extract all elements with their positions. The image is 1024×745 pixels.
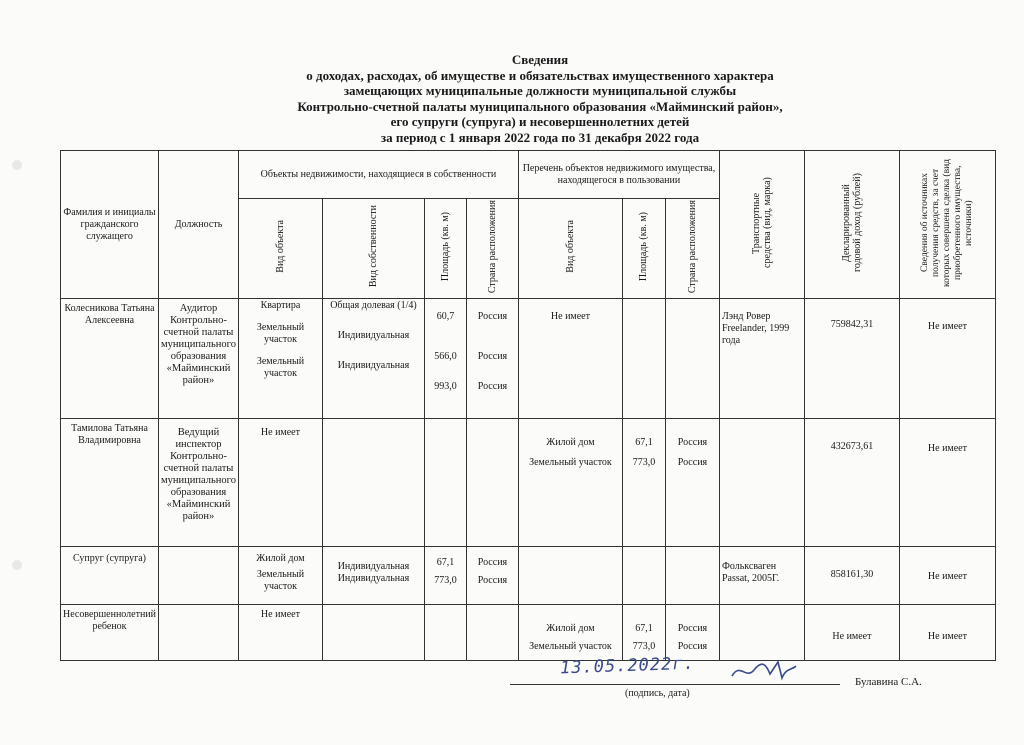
cell-used-country	[665, 419, 719, 547]
cell-vehicles: Лэнд Ровер Freelander, 1999 года	[719, 299, 804, 419]
cell-income: 858161,30	[804, 547, 899, 605]
table-row	[61, 419, 996, 547]
cell-name: Колесникова Татьяна Алексеевна	[61, 299, 159, 419]
used-type-item: Не имеет	[550, 311, 590, 323]
cell-sources: Не имеет	[899, 419, 995, 547]
owned-ownership-item: Индивидуальная	[337, 573, 410, 585]
title-line: о доходах, расходах, об имуществе и обязательствах имущественного характера	[306, 67, 774, 83]
cell-owned-type	[238, 605, 322, 661]
signatory-name: Булавина С.А.	[855, 676, 922, 688]
header-income	[804, 151, 899, 299]
cell-used-type	[518, 547, 622, 605]
signature-date: 13.05.2022г.	[559, 653, 696, 679]
declaration-table	[60, 150, 996, 661]
used-area-item: 773,0	[632, 641, 656, 653]
cell-name: Супруг (супруга)	[61, 547, 159, 605]
header-position: Должность	[159, 151, 239, 299]
cell-position: Аудитор Контрольно-счетной палаты муниципального образования «Майминский район»	[159, 299, 239, 419]
cell-used-area	[622, 547, 665, 605]
owned-type-item: Квартира	[260, 300, 301, 312]
document-title	[180, 52, 900, 145]
header-vehicles-text: Транспортные средства (вид, марка)	[750, 177, 773, 268]
used-country-item: Россия	[677, 623, 708, 635]
cell-position: Ведущий инспектор Контрольно-счетной палаты муниципального образования «Майминский район»	[159, 419, 239, 547]
used-area-item: 773,0	[632, 457, 656, 469]
cell-name: Тамилова Татьяна Владимировна	[61, 419, 159, 547]
header-row-group	[61, 151, 996, 199]
cell-position	[159, 605, 239, 661]
cell-owned-country	[466, 419, 518, 547]
cell-owned-country	[466, 605, 518, 661]
cell-vehicles: Фольксваген Passat, 2005Г.	[719, 547, 804, 605]
cell-used-type	[518, 605, 622, 661]
header-owned-type	[238, 199, 322, 299]
owned-ownership-item: Индивидуальная	[337, 330, 410, 342]
table-row	[61, 299, 996, 419]
header-owned-country-text: Страна расположения	[486, 200, 498, 294]
cell-owned-area	[424, 605, 466, 661]
cell-owned-type	[238, 547, 322, 605]
used-country-item: Россия	[677, 437, 708, 449]
handwritten-signature	[728, 658, 798, 684]
cell-owned-ownership	[322, 605, 424, 661]
owned-country-item: Россия	[477, 311, 508, 323]
owned-country-item: Россия	[477, 381, 508, 393]
owned-area-item: 60,7	[436, 311, 455, 323]
cell-owned-area	[424, 299, 466, 419]
owned-area-item: 67,1	[436, 557, 455, 569]
signature-caption: (подпись, дата)	[625, 688, 690, 699]
cell-owned-ownership	[322, 547, 424, 605]
table-row	[61, 547, 996, 605]
header-name: Фамилия и инициалы гражданского служащего	[61, 151, 159, 299]
cell-income: 432673,61	[804, 419, 899, 547]
cell-vehicles	[719, 419, 804, 547]
used-type-item: Земельный участок	[529, 641, 612, 653]
cell-used-country	[665, 605, 719, 661]
cell-used-type	[518, 299, 622, 419]
cell-sources: Не имеет	[899, 299, 995, 419]
cell-used-country	[665, 299, 719, 419]
used-area-item: 67,1	[635, 437, 653, 449]
header-owned-area-text: Площадь (кв. м)	[439, 212, 451, 282]
cell-income: 759842,31	[804, 299, 899, 419]
header-owned-ownership-text: Вид собственности	[367, 205, 379, 288]
owned-area-item: 566,0	[434, 351, 457, 363]
owned-type-item: Жилой дом	[256, 553, 305, 565]
owned-country-item: Россия	[477, 557, 508, 569]
cell-owned-country	[466, 299, 518, 419]
cell-used-area	[622, 605, 665, 661]
owned-type-item: Не имеет	[260, 427, 300, 439]
owned-area-item: 993,0	[434, 381, 457, 393]
cell-sources: Не имеет	[899, 605, 995, 661]
header-owned-country	[466, 199, 518, 299]
used-country-item: Россия	[677, 641, 708, 653]
owned-ownership-item: Общая долевая (1/4)	[330, 300, 417, 312]
owned-type-item: Не имеет	[260, 609, 300, 621]
cell-position	[159, 547, 239, 605]
signature-line	[510, 684, 840, 685]
header-sources-text: Сведения об источниках получения средств, за счет которых совершена сделка (вид приобретенного имущества, источники)	[919, 158, 974, 287]
header-owned-ownership	[322, 199, 424, 299]
owned-area-item: 773,0	[434, 575, 457, 587]
owned-type-item: Земельный участок	[256, 356, 305, 380]
header-owned-area	[424, 199, 466, 299]
header-owned-type-text: Вид объекта	[274, 220, 286, 273]
cell-income: Не имеет	[804, 605, 899, 661]
owned-ownership-item: Индивидуальная	[337, 360, 410, 372]
header-income-text: Декларированный годовой доход (рублей)	[840, 173, 863, 273]
owned-country-item: Россия	[477, 351, 508, 363]
title-line: Контрольно-счетной палаты муниципального образования «Майминский район»,	[297, 98, 783, 114]
cell-owned-area	[424, 419, 466, 547]
cell-owned-ownership	[322, 419, 424, 547]
table-row	[61, 605, 996, 661]
cell-owned-area	[424, 547, 466, 605]
header-used-area-text: Площадь (кв. м)	[638, 212, 650, 282]
cell-owned-type	[238, 419, 322, 547]
cell-owned-ownership	[322, 299, 424, 419]
used-type-item: Земельный участок	[529, 457, 612, 469]
owned-type-item: Земельный участок	[256, 322, 305, 346]
cell-used-country	[665, 547, 719, 605]
title-line: Сведения	[511, 52, 569, 67]
cell-owned-country	[466, 547, 518, 605]
cell-owned-type	[238, 299, 322, 419]
header-used-type	[518, 199, 622, 299]
used-area-item: 67,1	[635, 623, 653, 635]
cell-used-area	[622, 299, 665, 419]
header-owned-group: Объекты недвижимости, находящиеся в собственности	[238, 151, 518, 199]
cell-used-type	[518, 419, 622, 547]
title-line: замещающих муниципальные должности муниципальной службы	[343, 83, 737, 98]
cell-vehicles	[719, 605, 804, 661]
header-used-group: Перечень объектов недвижимого имущества, находящегося в пользовании	[518, 151, 719, 199]
owned-ownership-item: Индивидуальная	[337, 561, 410, 573]
header-vehicles	[719, 151, 804, 299]
header-used-type-text: Вид объекта	[564, 220, 576, 273]
used-type-item: Жилой дом	[546, 623, 595, 635]
title-line: за период с 1 января 2022 года по 31 декабря 2022 года	[380, 129, 700, 145]
used-type-item: Жилой дом	[546, 437, 595, 449]
used-country-item: Россия	[677, 457, 708, 469]
cell-used-area	[622, 419, 665, 547]
header-used-country-text: Страна расположения	[686, 200, 698, 294]
cell-name: Несовершеннолетний ребенок	[61, 605, 159, 661]
header-used-area	[622, 199, 665, 299]
owned-type-item: Земельный участок	[256, 569, 305, 593]
header-sources	[899, 151, 995, 299]
cell-sources: Не имеет	[899, 547, 995, 605]
title-line: его супруги (супруга) и несовершеннолетних детей	[390, 114, 690, 129]
owned-country-item: Россия	[477, 575, 508, 587]
header-used-country	[665, 199, 719, 299]
